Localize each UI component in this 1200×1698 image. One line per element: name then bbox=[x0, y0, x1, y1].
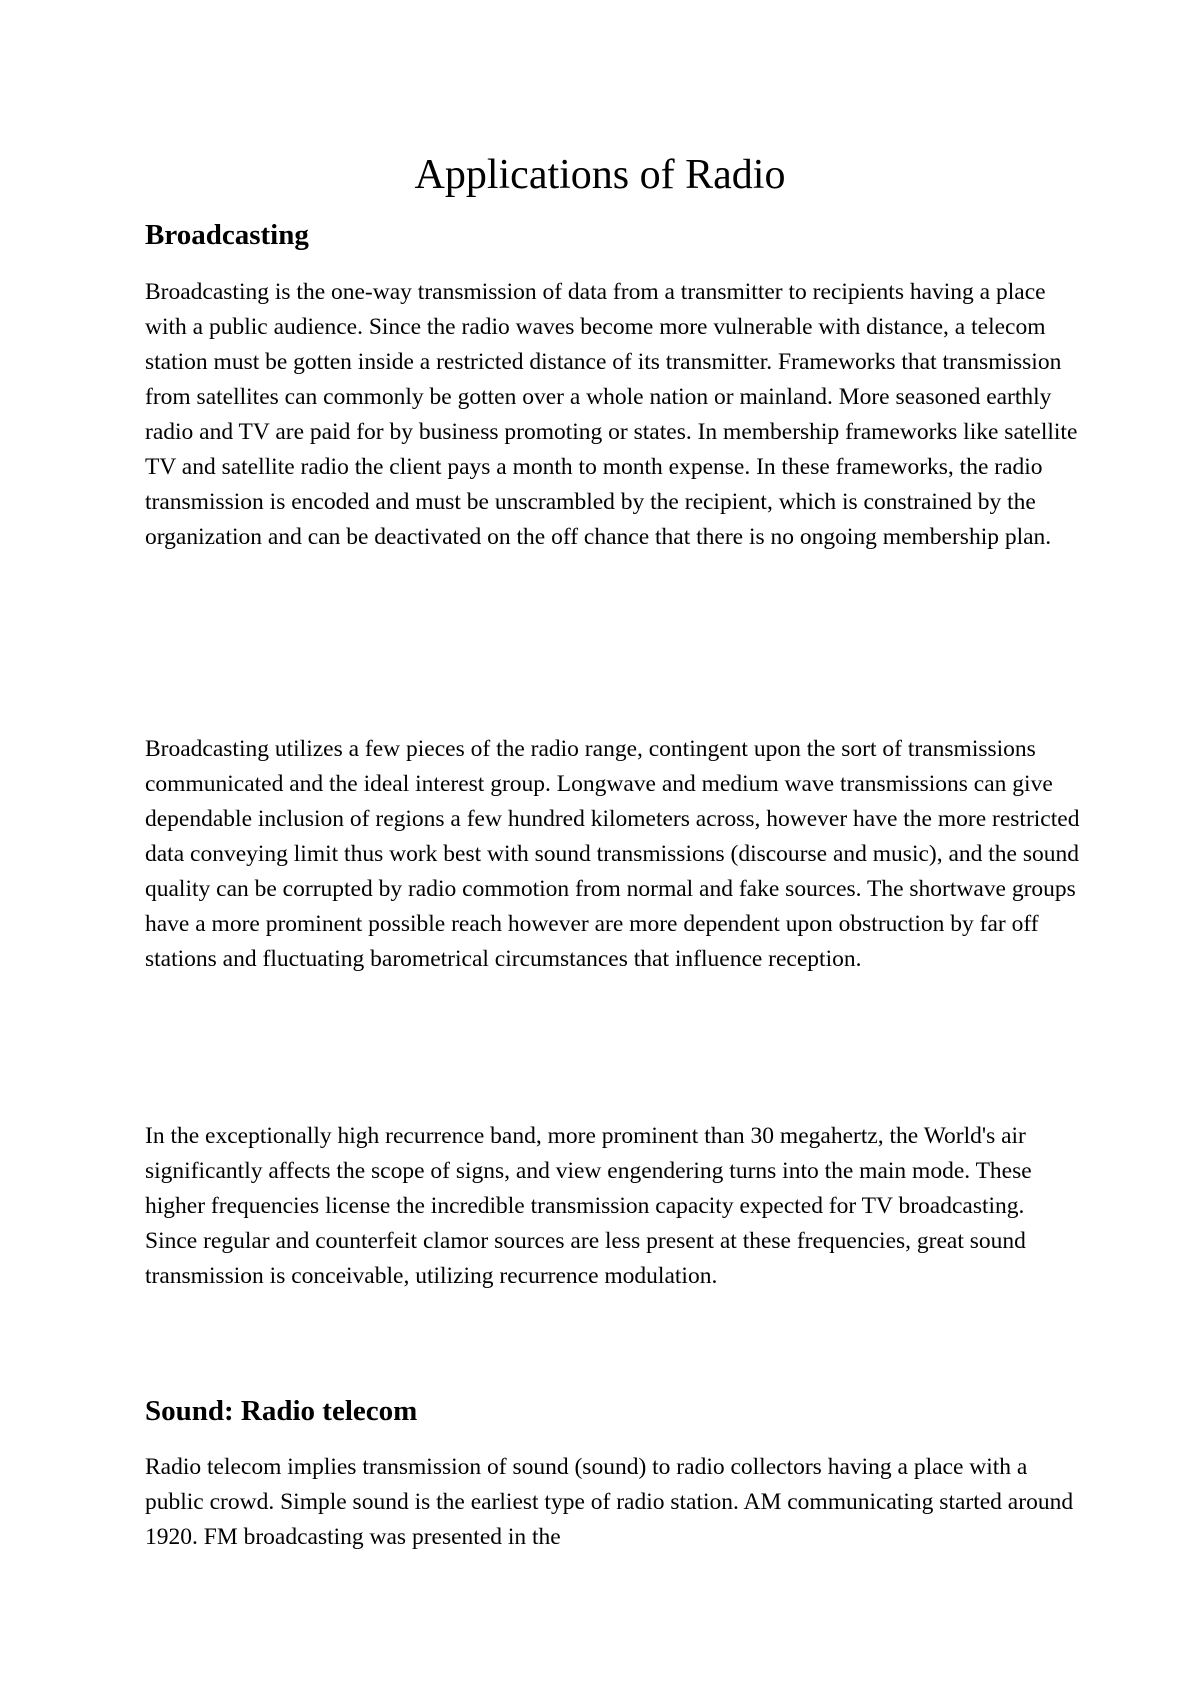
paragraph-broadcasting-3: In the exceptionally high recurrence band, more prominent than 30 megahertz, the World's air significantly affects the scope of signs, and view engendering turns into the main mode. These higher frequencies license the incredible transmission capacity expected for TV broadcasting. Since regular and counterfeit clamor sources are less present at these frequencies, great sound transmission is conceivable, utilizing recurrence modulation. bbox=[145, 1123, 1032, 1289]
section-heading-broadcasting: Broadcasting bbox=[145, 219, 309, 251]
paragraph-sound-radio-telecom-1: Radio telecom implies transmission of sound (sound) to radio collectors having a place with a public crowd. Simple sound is the earliest type of radio station. AM communicating started around 1920. FM broadcasting was presented in the bbox=[145, 1454, 1074, 1550]
paragraph-broadcasting-2: Broadcasting utilizes a few pieces of the radio range, contingent upon the sort of transmissions communicated and the ideal interest group. Longwave and medium wave transmissions can give dependable inclusion of regions a few hundred kilometers across, however have the more restricted data conveying limit thus work best with sound transmissions (discourse and music), and the sound quality can be corrupted by radio commotion from normal and fake sources. The shortwave groups have a more prominent possible reach however are more dependent upon obstruction by far off stations and fluctuating barometrical circumstances that influence reception. bbox=[145, 736, 1080, 972]
section-heading-sound-radio-telecom: Sound: Radio telecom bbox=[145, 1395, 418, 1427]
document-title: Applications of Radio bbox=[414, 152, 786, 198]
paragraph-broadcasting-1: Broadcasting is the one-way transmission of data from a transmitter to recipients having a place with a public audience. Since the radio waves become more vulnerable with distance, a telecom station must be gotten inside a restricted distance of its transmitter. Frameworks that transmission from satellites can commonly be gotten over a whole nation or mainland. More seasoned earthly radio and TV are paid for by business promoting or states. In membership frameworks like satellite TV and satellite radio the client pays a month to month expense. In these frameworks, the radio transmission is encoded and must be unscrambled by the recipient, which is constrained by the organization and can be deactivated on the off chance that there is no ongoing membership plan. bbox=[145, 279, 1078, 550]
